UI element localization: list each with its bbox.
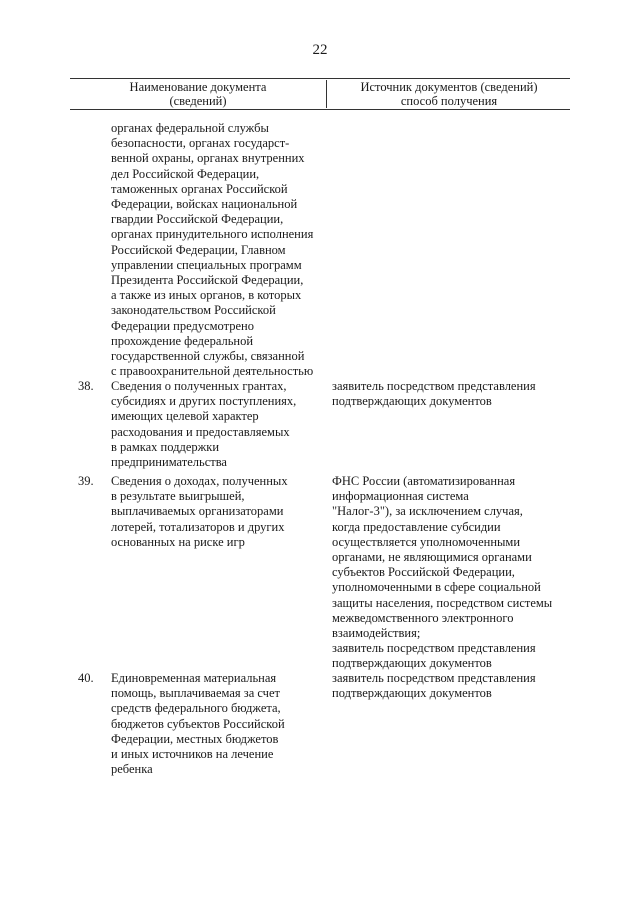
text-line: дел Российской Федерации, <box>111 166 260 181</box>
text-line: а также из иных органов, в которых <box>111 288 302 303</box>
row-document-source <box>332 379 572 409</box>
text-line: субъектов Российской Федерации, <box>332 565 515 580</box>
text-line: защиты населения, посредством системы <box>332 595 553 610</box>
text-line: гвардии Российской Федерации, <box>111 212 284 227</box>
row-document-name <box>111 121 326 379</box>
header-document-name <box>70 80 326 108</box>
row-document-source <box>332 474 572 672</box>
text-line: уполномоченными в сфере социальной <box>332 580 541 595</box>
text-line: в результате выигрышей, <box>111 489 245 504</box>
text-line: Федерации, местных бюджетов <box>111 731 279 746</box>
table-header <box>70 78 570 110</box>
text-line: органах федеральной службы <box>111 121 269 135</box>
text-line: венной охраны, органах внутренних <box>111 151 305 166</box>
text-line: взаимодействия; <box>332 626 421 641</box>
row-document-name <box>111 379 326 470</box>
text-line: Сведения о доходах, полученных <box>111 474 288 488</box>
text-line: подтверждающих документов <box>332 656 492 671</box>
text-line: Российской Федерации, Главном <box>111 242 286 257</box>
text-line: подтверждающих документов <box>332 394 492 409</box>
text-line: субсидиях и других поступлениях, <box>111 394 297 409</box>
text-line: и иных источников на лечение <box>111 747 274 762</box>
text-line: органах принудительного исполнения <box>111 227 314 242</box>
text-line: межведомственного электронного <box>332 610 514 625</box>
text-line: Федерации предусмотрено <box>111 318 254 333</box>
text-line: управлении специальных программ <box>111 257 302 272</box>
text-line: осуществляется уполномоченными <box>332 534 521 549</box>
header-name-line: (сведений) <box>169 94 227 108</box>
row-number: 39. <box>78 474 94 488</box>
text-line: расходования и предоставляемых <box>111 424 290 439</box>
text-line: бюджетов субъектов Российской <box>111 716 285 731</box>
text-line: выплачиваемых организаторами <box>111 504 284 519</box>
text-line: безопасности, органах государст- <box>111 136 290 151</box>
text-line: ФНС России (автоматизированная <box>332 474 516 488</box>
text-line: заявитель посредством представления <box>332 379 536 393</box>
text-line: Президента Российской Федерации, <box>111 273 304 288</box>
text-line: лотерей, тотализаторов и других <box>111 519 285 534</box>
header-name-line: Наименование документа <box>129 80 267 94</box>
text-line: подтверждающих документов <box>332 686 492 701</box>
row-document-name <box>111 671 326 777</box>
header-source-line: способ получения <box>400 94 498 108</box>
text-line: помощь, выплачиваемая за счет <box>111 686 280 701</box>
text-line: органами, не являющимися органами <box>332 550 532 565</box>
text-line: с правоохранительной деятельностью <box>111 364 314 379</box>
row-number: 40. <box>78 671 94 685</box>
text-line: Единовременная материальная <box>111 671 277 685</box>
text-line: государственной службы, связанной <box>111 349 305 364</box>
text-line: заявитель посредством представления <box>332 671 536 685</box>
text-line: "Налог-3"), за исключением случая, <box>332 504 523 519</box>
text-line: законодательством Российской <box>111 303 276 318</box>
text-line: информационная система <box>332 489 469 504</box>
text-line: заявитель посредством представления <box>332 641 536 656</box>
header-document-source <box>326 80 571 108</box>
text-line: в рамках поддержки <box>111 439 220 454</box>
page-number: 22 <box>312 42 328 58</box>
text-line: таможенных органах Российской <box>111 181 288 196</box>
text-line: имеющих целевой характер <box>111 409 259 424</box>
text-line: средств федерального бюджета, <box>111 701 281 716</box>
text-line: ребенка <box>111 762 153 777</box>
text-line: основанных на риске игр <box>111 534 245 549</box>
row-document-source <box>332 671 572 701</box>
text-line: Федерации, войсках национальной <box>111 197 298 212</box>
row-document-name <box>111 474 326 550</box>
row-number: 38. <box>78 379 94 393</box>
header-source-line: Источник документов (сведений) <box>360 80 538 94</box>
text-line: предпринимательства <box>111 455 227 470</box>
text-line: когда предоставление субсидии <box>332 519 501 534</box>
text-line: Сведения о полученных грантах, <box>111 379 287 393</box>
text-line: прохождение федеральной <box>111 333 254 348</box>
